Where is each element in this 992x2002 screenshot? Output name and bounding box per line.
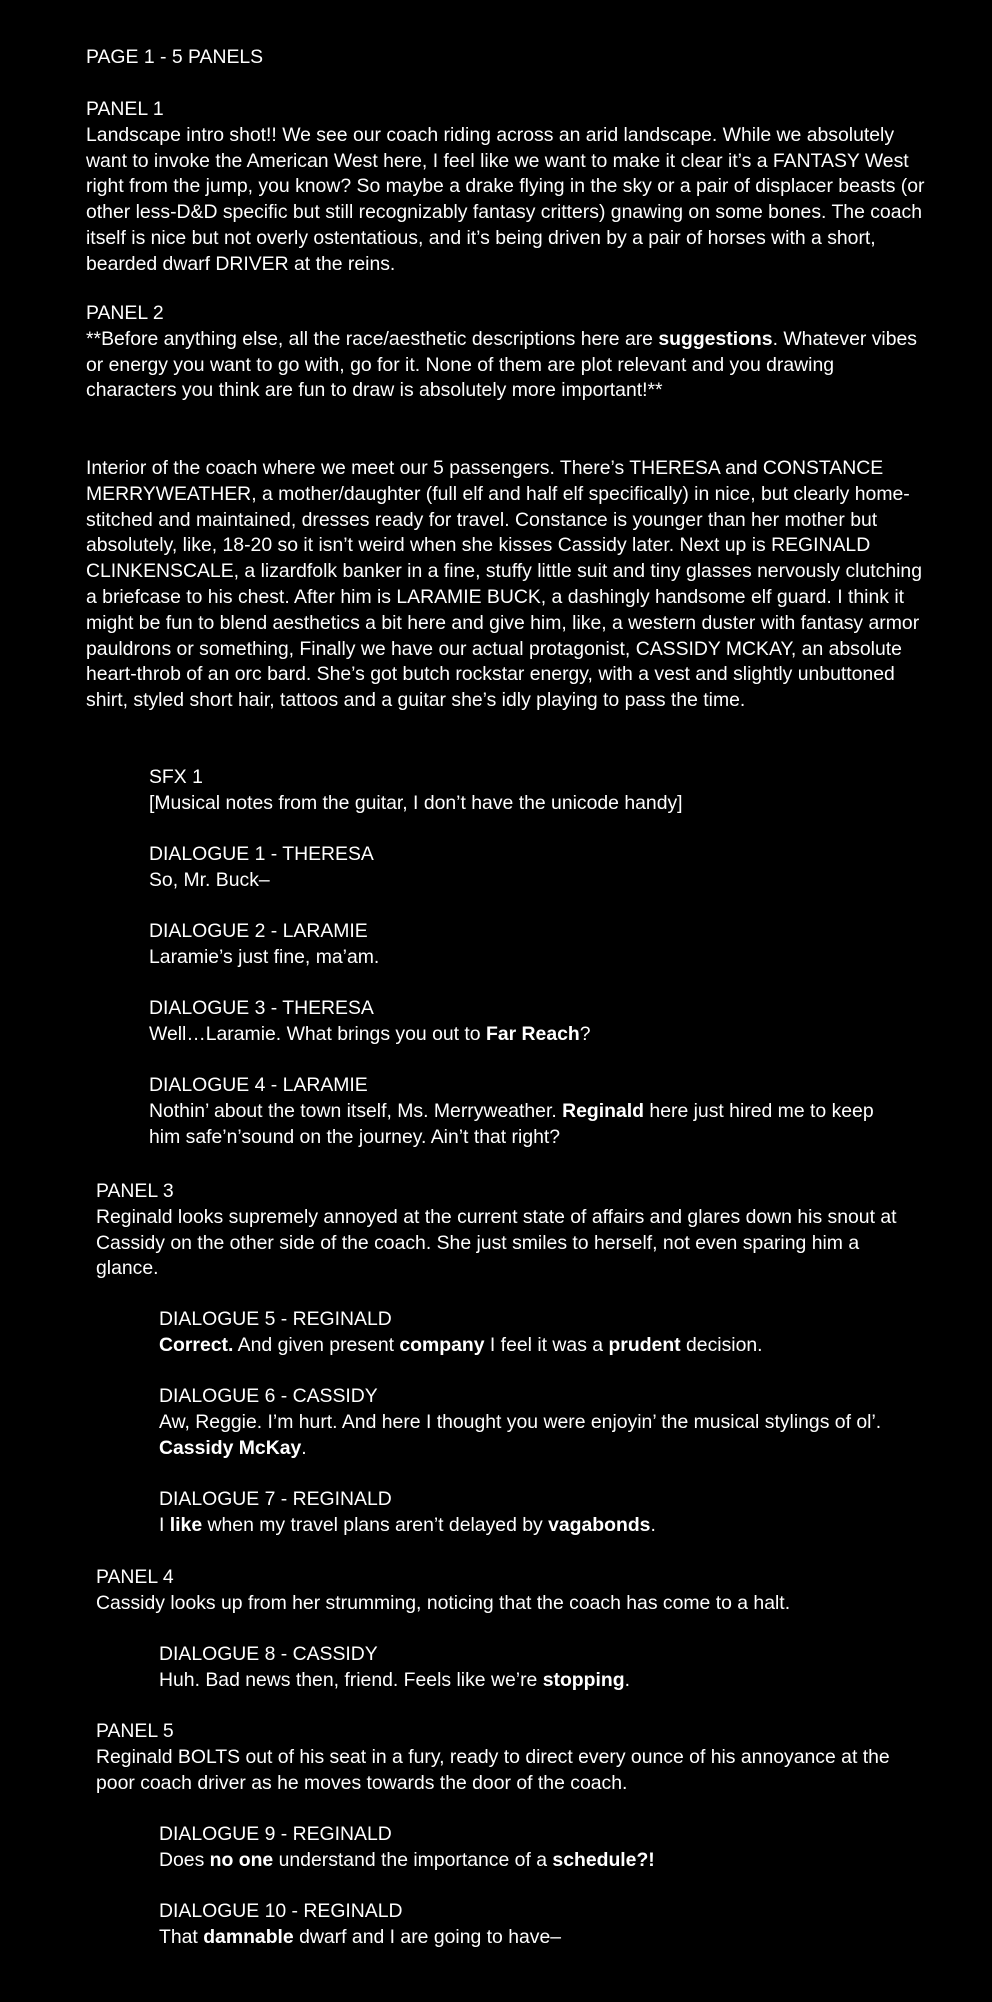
dialogue-7-text-part: when my travel plans aren’t delayed by bbox=[202, 1513, 549, 1536]
dialogue-3-label: DIALOGUE 3 - THERESA bbox=[149, 997, 374, 1019]
dialogue-10-text-part: dwarf and I are going to have– bbox=[293, 1925, 562, 1948]
dialogue-6-label: DIALOGUE 6 - CASSIDY bbox=[159, 1385, 378, 1407]
dialogue-9-text-part: understand the importance of a bbox=[273, 1848, 553, 1871]
dialogue-4-text-part: here just hired me to keep him safe’n’sound on the journey. Ain’t that right? bbox=[149, 1099, 874, 1148]
dialogue-8-text bbox=[159, 1668, 909, 1694]
dialogue-9-text-bold: schedule?! bbox=[552, 1848, 655, 1871]
dialogue-5-label: DIALOGUE 5 - REGINALD bbox=[159, 1308, 392, 1330]
panel-3-description: Reginald looks supremely annoyed at the current state of affairs and glares down his snout at Cassidy on the other side of the coach. She just smiles to herself, not even sparing him a glance. bbox=[96, 1205, 897, 1280]
dialogue-9 bbox=[159, 1822, 909, 1874]
panel-5-heading: PANEL 5 bbox=[96, 1720, 174, 1742]
dialogue-7-text-part: . bbox=[650, 1513, 656, 1536]
dialogue-10-label: DIALOGUE 10 - REGINALD bbox=[159, 1900, 403, 1922]
dialogue-4-text bbox=[149, 1099, 909, 1151]
dialogue-6-text-part: Aw, Reggie. I’m hurt. And here I thought you were enjoyin’ the musical stylings of ol’. bbox=[159, 1410, 882, 1433]
sfx-1-text: [Musical notes from the guitar, I don’t have the unicode handy] bbox=[149, 791, 683, 814]
dialogue-2-text: Laramie’s just fine, ma’am. bbox=[149, 945, 380, 968]
panel-2 bbox=[86, 301, 926, 404]
dialogue-5-text bbox=[159, 1333, 909, 1359]
dialogue-5-text-bold: prudent bbox=[608, 1333, 681, 1356]
dialogue-5-text-part: I feel it was a bbox=[484, 1333, 609, 1356]
panel-4-heading: PANEL 4 bbox=[96, 1566, 174, 1588]
panel-2-description: Interior of the coach where we meet our 5 passengers. There’s THERESA and CONSTANCE MERRYWEATHER, a mother/daughter (full elf and half elf specifically) in nice, but clearly home-stitched and maintained, dresses ready for travel. Constance is younger than her mother but absolutely, like, 18-20 so it isn’t weird when she kisses Cassidy later. Next up is REGINALD CLINKENSCALE, a lizardfolk banker in a fine, stuffy little suit and tiny glasses nervously clutching a briefcase to his chest. After him is LARAMIE BUCK, a dashingly handsome elf guard. I think it might be fun to blend aesthetics a bit here and give him, like, a western duster with fantasy armor pauldrons or something, Finally we have our actual protagonist, CASSIDY MCKAY, an absolute heart-throb of an orc bard. She’s got butch rockstar energy, with a vest and slightly unbuttoned shirt, styled short hair, tattoos and a guitar she’s idly playing to pass the time. bbox=[86, 457, 922, 712]
dialogue-9-text-bold: no one bbox=[209, 1848, 274, 1871]
dialogue-9-label: DIALOGUE 9 - REGINALD bbox=[159, 1823, 392, 1845]
dialogue-7-label: DIALOGUE 7 - REGINALD bbox=[159, 1488, 392, 1510]
panel-2-note bbox=[86, 327, 926, 404]
dialogue-5-text-bold: Correct. bbox=[159, 1333, 234, 1356]
panel-1-heading: PANEL 1 bbox=[86, 98, 164, 120]
dialogue-5-text-bold: company bbox=[399, 1333, 485, 1356]
sfx-1 bbox=[149, 765, 909, 817]
dialogue-7-text-part: I bbox=[159, 1513, 170, 1536]
dialogue-10-text-bold: damnable bbox=[203, 1925, 294, 1948]
dialogue-7-text bbox=[159, 1513, 909, 1539]
panel-4 bbox=[96, 1565, 916, 1617]
sfx-1-label: SFX 1 bbox=[149, 766, 203, 788]
dialogue-8-text-part: Huh. Bad news then, friend. Feels like we’re bbox=[159, 1668, 543, 1691]
dialogue-7 bbox=[159, 1487, 909, 1539]
dialogue-7-text-bold: like bbox=[169, 1513, 203, 1536]
dialogue-5 bbox=[159, 1307, 909, 1359]
dialogue-3 bbox=[149, 996, 909, 1048]
dialogue-10-text-part: That bbox=[159, 1925, 204, 1948]
panel-3 bbox=[96, 1179, 916, 1282]
dialogue-3-text bbox=[149, 1022, 909, 1048]
dialogue-6-text bbox=[159, 1410, 909, 1462]
dialogue-5-text-part: And given present bbox=[233, 1333, 400, 1356]
panel-2-note-prefix: **Before anything else, all the race/aesthetic descriptions here are bbox=[86, 327, 659, 350]
panel-2-heading: PANEL 2 bbox=[86, 302, 164, 324]
dialogue-4-label: DIALOGUE 4 - LARAMIE bbox=[149, 1074, 368, 1096]
dialogue-9-text-part: Does bbox=[159, 1848, 210, 1871]
dialogue-4-text-bold: Reginald bbox=[562, 1099, 645, 1122]
dialogue-7-text-bold: vagabonds bbox=[548, 1513, 651, 1536]
panel-5-description: Reginald BOLTS out of his seat in a fury, ready to direct every ounce of his annoyance at the poor coach driver as he moves towards the door of the coach. bbox=[96, 1745, 890, 1794]
dialogue-8-label: DIALOGUE 8 - CASSIDY bbox=[159, 1643, 378, 1665]
panel-5 bbox=[96, 1719, 916, 1796]
panel-2-note-suffix: . Whatever vibes or energy you want to go with, go for it. None of them are plot relevant and you drawing characters you think are fun to draw is absolutely more important!** bbox=[86, 327, 917, 402]
dialogue-1-label: DIALOGUE 1 - THERESA bbox=[149, 843, 374, 865]
panel-1 bbox=[86, 97, 926, 278]
panel-1-description: Landscape intro shot!! We see our coach riding across an arid landscape. While we absolutely want to invoke the American West here, I feel like we want to make it clear it’s a FANTASY West right from the jump, you know? So maybe a drake flying in the sky or a pair of displacer beasts (or other less-D&D specific but still recognizably fantasy critters) gnawing on some bones. The coach itself is nice but not overly ostentatious, and it’s being driven by a pair of horses with a short, bearded dwarf DRIVER at the reins. bbox=[86, 123, 925, 275]
panel-3-heading: PANEL 3 bbox=[96, 1180, 174, 1202]
dialogue-3-text-part: ? bbox=[579, 1022, 591, 1045]
panel-4-description: Cassidy looks up from her strumming, noticing that the coach has come to a halt. bbox=[96, 1591, 791, 1614]
page-header: PAGE 1 - 5 PANELS bbox=[86, 46, 264, 68]
dialogue-3-text-part: Well…Laramie. What brings you out to bbox=[149, 1022, 486, 1045]
dialogue-8 bbox=[159, 1642, 909, 1694]
dialogue-9-text bbox=[159, 1848, 909, 1874]
dialogue-5-text-part: decision. bbox=[680, 1333, 763, 1356]
dialogue-3-text-bold: Far Reach bbox=[485, 1022, 580, 1045]
dialogue-6-text-bold: Cassidy McKay bbox=[159, 1436, 302, 1459]
dialogue-1-text: So, Mr. Buck– bbox=[149, 868, 270, 891]
dialogue-10 bbox=[159, 1899, 909, 1951]
dialogue-6 bbox=[159, 1384, 909, 1461]
dialogue-8-text-part: . bbox=[624, 1668, 630, 1691]
dialogue-4-text-part: Nothin’ about the town itself, Ms. Merryweather. bbox=[149, 1099, 563, 1122]
dialogue-8-text-bold: stopping bbox=[542, 1668, 625, 1691]
dialogue-4 bbox=[149, 1073, 909, 1150]
dialogue-6-text-part: . bbox=[301, 1436, 307, 1459]
dialogue-2-label: DIALOGUE 2 - LARAMIE bbox=[149, 920, 368, 942]
dialogue-1 bbox=[149, 842, 909, 894]
panel-2-note-bold: suggestions bbox=[658, 327, 773, 350]
dialogue-2 bbox=[149, 919, 909, 971]
dialogue-10-text bbox=[159, 1925, 909, 1951]
